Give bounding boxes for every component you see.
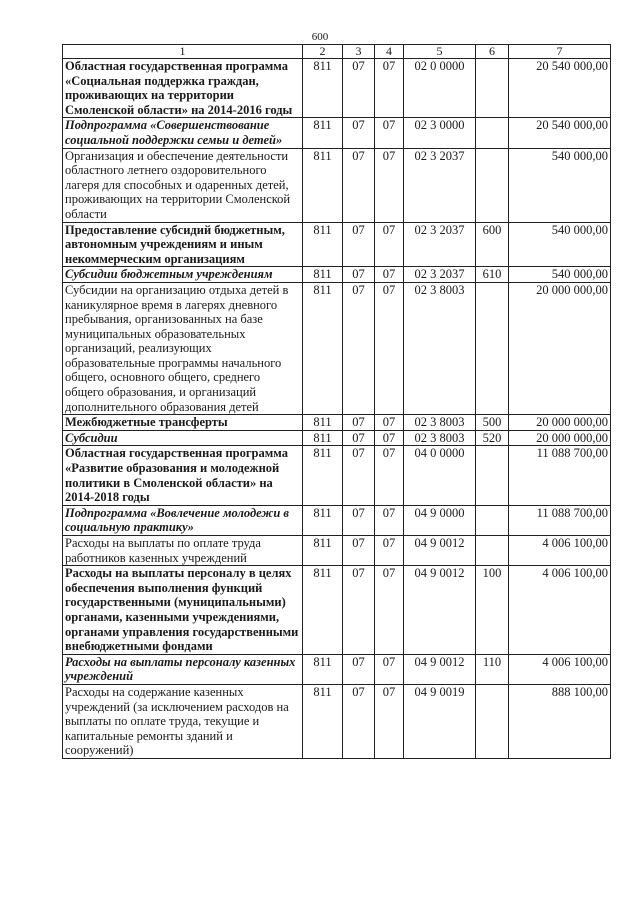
cell-amount: 540 000,00 bbox=[509, 267, 611, 283]
cell-section: 07 bbox=[343, 59, 375, 118]
cell-expense-type bbox=[476, 59, 509, 118]
cell-admin-code: 811 bbox=[303, 267, 343, 283]
cell-admin-code: 811 bbox=[303, 118, 343, 148]
header-col-4: 4 bbox=[375, 45, 404, 59]
cell-amount: 540 000,00 bbox=[509, 148, 611, 222]
cell-section: 07 bbox=[343, 267, 375, 283]
cell-amount: 4 006 100,00 bbox=[509, 654, 611, 684]
cell-name: Областная государственная программа «Развитие образования и молодежной политики в Смоленской области» на 2014-2018 годы bbox=[63, 446, 303, 505]
cell-admin-code: 811 bbox=[303, 59, 343, 118]
header-col-5: 5 bbox=[404, 45, 476, 59]
cell-name: Межбюджетные трансферты bbox=[63, 415, 303, 431]
cell-expense-type: 520 bbox=[476, 430, 509, 446]
cell-section: 07 bbox=[343, 536, 375, 566]
cell-admin-code: 811 bbox=[303, 684, 343, 758]
cell-section: 07 bbox=[343, 118, 375, 148]
cell-section: 07 bbox=[343, 415, 375, 431]
cell-subsection: 07 bbox=[375, 654, 404, 684]
cell-target-code: 02 3 8003 bbox=[404, 430, 476, 446]
cell-name: Субсидии на организацию отдыха детей в каникулярное время в лагерях дневного пребывания, организованных на базе муниципальных образовательных организаций, реализующих образовательные программы начального общего, основного общего, среднего общего образования, и организаций дополнительного образования детей bbox=[63, 282, 303, 414]
header-col-6: 6 bbox=[476, 45, 509, 59]
cell-section: 07 bbox=[343, 566, 375, 655]
cell-amount: 540 000,00 bbox=[509, 222, 611, 267]
table-row bbox=[63, 59, 611, 118]
cell-name: Субсидии bbox=[63, 430, 303, 446]
cell-admin-code: 811 bbox=[303, 222, 343, 267]
cell-target-code: 04 9 0019 bbox=[404, 684, 476, 758]
cell-expense-type bbox=[476, 118, 509, 148]
cell-section: 07 bbox=[343, 222, 375, 267]
cell-name: Расходы на содержание казенных учреждений (за исключением расходов на выплаты по оплате труда, текущие и капитальные ремонты зданий и сооружений) bbox=[63, 684, 303, 758]
cell-name: Расходы на выплаты по оплате труда работников казенных учреждений bbox=[63, 536, 303, 566]
cell-section: 07 bbox=[343, 430, 375, 446]
cell-target-code: 04 9 0012 bbox=[404, 536, 476, 566]
table-row bbox=[63, 430, 611, 446]
cell-subsection: 07 bbox=[375, 505, 404, 535]
cell-amount: 11 088 700,00 bbox=[509, 505, 611, 535]
cell-expense-type bbox=[476, 282, 509, 414]
cell-target-code: 02 0 0000 bbox=[404, 59, 476, 118]
cell-expense-type bbox=[476, 446, 509, 505]
cell-target-code: 02 3 8003 bbox=[404, 415, 476, 431]
cell-admin-code: 811 bbox=[303, 536, 343, 566]
cell-amount: 4 006 100,00 bbox=[509, 566, 611, 655]
header-row bbox=[63, 45, 611, 59]
cell-name: Субсидии бюджетным учреждениям bbox=[63, 267, 303, 283]
cell-section: 07 bbox=[343, 282, 375, 414]
cell-expense-type: 600 bbox=[476, 222, 509, 267]
cell-section: 07 bbox=[343, 148, 375, 222]
table-row bbox=[63, 148, 611, 222]
cell-name: Областная государственная программа «Социальная поддержка граждан, проживающих на территории Смоленской области» на 2014-2016 годы bbox=[63, 59, 303, 118]
cell-target-code: 04 0 0000 bbox=[404, 446, 476, 505]
cell-target-code: 04 9 0012 bbox=[404, 566, 476, 655]
cell-subsection: 07 bbox=[375, 566, 404, 655]
cell-amount: 20 000 000,00 bbox=[509, 430, 611, 446]
cell-target-code: 02 3 2037 bbox=[404, 267, 476, 283]
cell-admin-code: 811 bbox=[303, 415, 343, 431]
cell-target-code: 04 9 0012 bbox=[404, 654, 476, 684]
cell-subsection: 07 bbox=[375, 430, 404, 446]
cell-admin-code: 811 bbox=[303, 430, 343, 446]
table-row bbox=[63, 415, 611, 431]
cell-name: Подпрограмма «Вовлечение молодежи в социальную практику» bbox=[63, 505, 303, 535]
cell-expense-type: 610 bbox=[476, 267, 509, 283]
cell-expense-type: 100 bbox=[476, 566, 509, 655]
cell-amount: 20 540 000,00 bbox=[509, 118, 611, 148]
cell-target-code: 02 3 0000 bbox=[404, 118, 476, 148]
page-number: 600 bbox=[311, 31, 329, 43]
table-row bbox=[63, 446, 611, 505]
cell-section: 07 bbox=[343, 684, 375, 758]
cell-subsection: 07 bbox=[375, 267, 404, 283]
cell-expense-type bbox=[476, 536, 509, 566]
table-row bbox=[63, 282, 611, 414]
cell-subsection: 07 bbox=[375, 282, 404, 414]
cell-amount: 20 000 000,00 bbox=[509, 282, 611, 414]
cell-admin-code: 811 bbox=[303, 446, 343, 505]
cell-section: 07 bbox=[343, 446, 375, 505]
cell-expense-type bbox=[476, 505, 509, 535]
cell-amount: 4 006 100,00 bbox=[509, 536, 611, 566]
table-row bbox=[63, 267, 611, 283]
cell-subsection: 07 bbox=[375, 446, 404, 505]
cell-amount: 20 000 000,00 bbox=[509, 415, 611, 431]
cell-name: Расходы на выплаты персоналу в целях обеспечения выполнения функций государственными (муниципальными) органами, казенными учреждениями, органами управления государственными внебюджетными фондами bbox=[63, 566, 303, 655]
cell-target-code: 02 3 2037 bbox=[404, 148, 476, 222]
cell-name: Подпрограмма «Совершенствование социальной поддержки семьи и детей» bbox=[63, 118, 303, 148]
table-row bbox=[63, 222, 611, 267]
cell-name: Предоставление субсидий бюджетным, автономным учреждениям и иным некоммерческим организациям bbox=[63, 222, 303, 267]
table-row bbox=[63, 118, 611, 148]
cell-subsection: 07 bbox=[375, 684, 404, 758]
cell-name: Расходы на выплаты персоналу казенных учреждений bbox=[63, 654, 303, 684]
budget-table bbox=[62, 44, 611, 759]
table-row bbox=[63, 684, 611, 758]
cell-subsection: 07 bbox=[375, 415, 404, 431]
cell-admin-code: 811 bbox=[303, 505, 343, 535]
cell-expense-type bbox=[476, 684, 509, 758]
cell-admin-code: 811 bbox=[303, 566, 343, 655]
cell-amount: 11 088 700,00 bbox=[509, 446, 611, 505]
cell-expense-type: 500 bbox=[476, 415, 509, 431]
cell-amount: 20 540 000,00 bbox=[509, 59, 611, 118]
table-body bbox=[63, 59, 611, 759]
table-row bbox=[63, 536, 611, 566]
cell-expense-type bbox=[476, 148, 509, 222]
cell-section: 07 bbox=[343, 505, 375, 535]
cell-target-code: 02 3 8003 bbox=[404, 282, 476, 414]
cell-expense-type: 110 bbox=[476, 654, 509, 684]
cell-subsection: 07 bbox=[375, 536, 404, 566]
header-col-2: 2 bbox=[303, 45, 343, 59]
cell-subsection: 07 bbox=[375, 148, 404, 222]
cell-name: Организация и обеспечение деятельности областного летнего оздоровительного лагеря для способных и одаренных детей, проживающих на территории Смоленской области bbox=[63, 148, 303, 222]
cell-admin-code: 811 bbox=[303, 148, 343, 222]
cell-subsection: 07 bbox=[375, 222, 404, 267]
cell-subsection: 07 bbox=[375, 118, 404, 148]
header-col-1: 1 bbox=[63, 45, 303, 59]
cell-amount: 888 100,00 bbox=[509, 684, 611, 758]
cell-section: 07 bbox=[343, 654, 375, 684]
cell-target-code: 02 3 2037 bbox=[404, 222, 476, 267]
table-row bbox=[63, 505, 611, 535]
table-row bbox=[63, 654, 611, 684]
cell-admin-code: 811 bbox=[303, 282, 343, 414]
table-row bbox=[63, 566, 611, 655]
cell-admin-code: 811 bbox=[303, 654, 343, 684]
cell-subsection: 07 bbox=[375, 59, 404, 118]
header-col-3: 3 bbox=[343, 45, 375, 59]
header-col-7: 7 bbox=[509, 45, 611, 59]
cell-target-code: 04 9 0000 bbox=[404, 505, 476, 535]
